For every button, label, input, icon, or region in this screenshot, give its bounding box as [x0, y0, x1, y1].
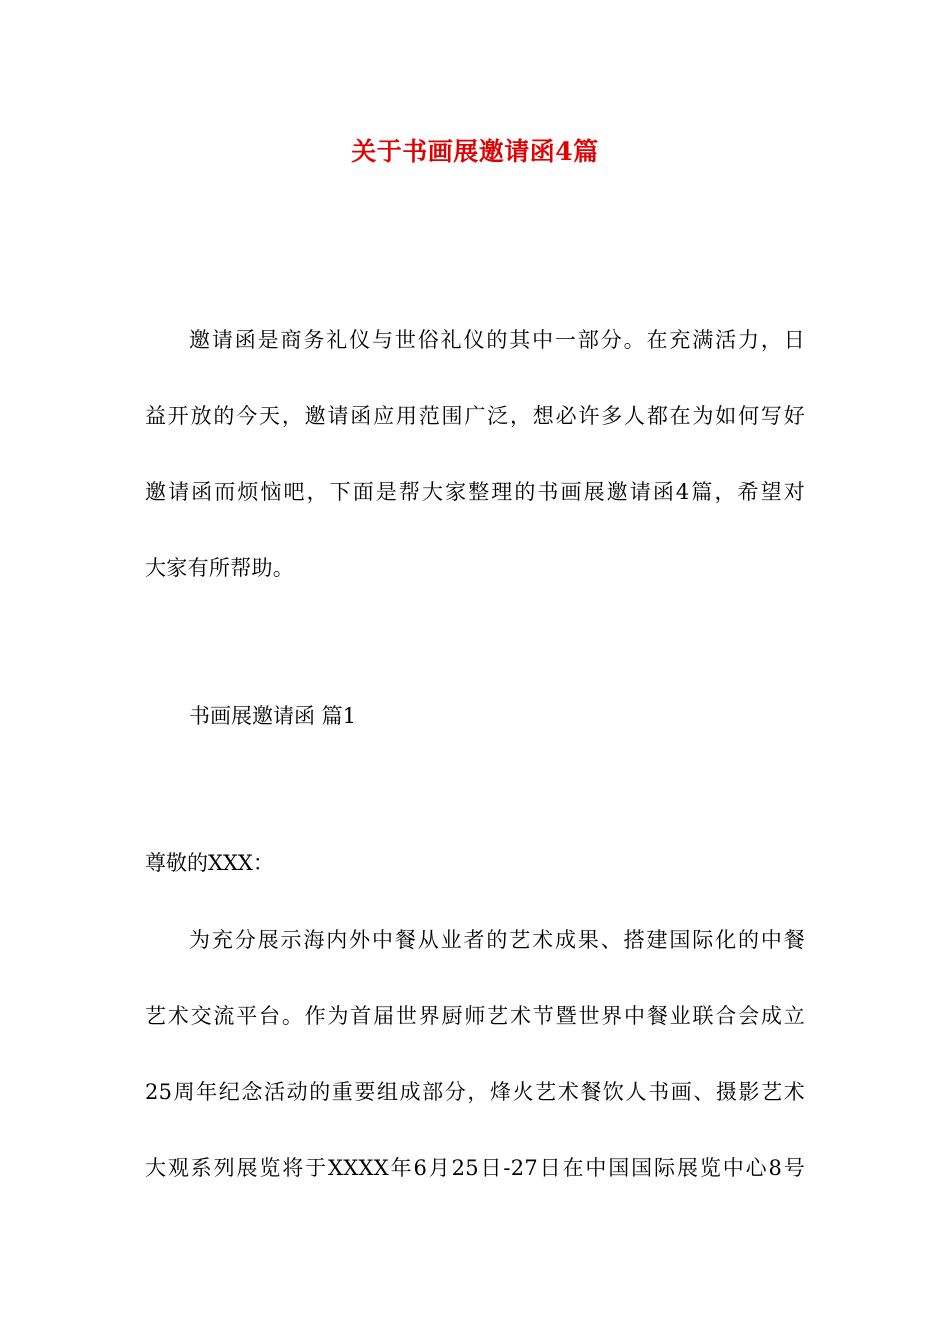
document-title: 关于书画展邀请函4篇 — [351, 137, 599, 166]
intro-line-4: 大家有所帮助。 — [145, 556, 295, 580]
body-line-1: 为充分展示海内外中餐从业者的艺术成果、搭建国际化的中餐 — [189, 928, 805, 952]
body-line-4: 大观系列展览将于XXXX年6月25日-27日在中国国际展览中心8号 — [145, 1156, 805, 1180]
section-heading: 书画展邀请函 篇1 — [189, 704, 357, 728]
intro-line-3: 邀请函而烦恼吧，下面是帮大家整理的书画展邀请函4篇，希望对 — [145, 480, 805, 504]
intro-line-2: 益开放的今天，邀请函应用范围广泛，想必许多人都在为如何写好 — [145, 404, 805, 428]
intro-line-1: 邀请函是商务礼仪与世俗礼仪的其中一部分。在充满活力，日 — [189, 328, 805, 352]
body-line-3: 25周年纪念活动的重要组成部分，烽火艺术餐饮人书画、摄影艺术 — [145, 1080, 805, 1104]
salutation: 尊敬的XXX： — [145, 851, 274, 875]
body-line-2: 艺术交流平台。作为首届世界厨师艺术节暨世界中餐业联合会成立 — [145, 1004, 805, 1028]
